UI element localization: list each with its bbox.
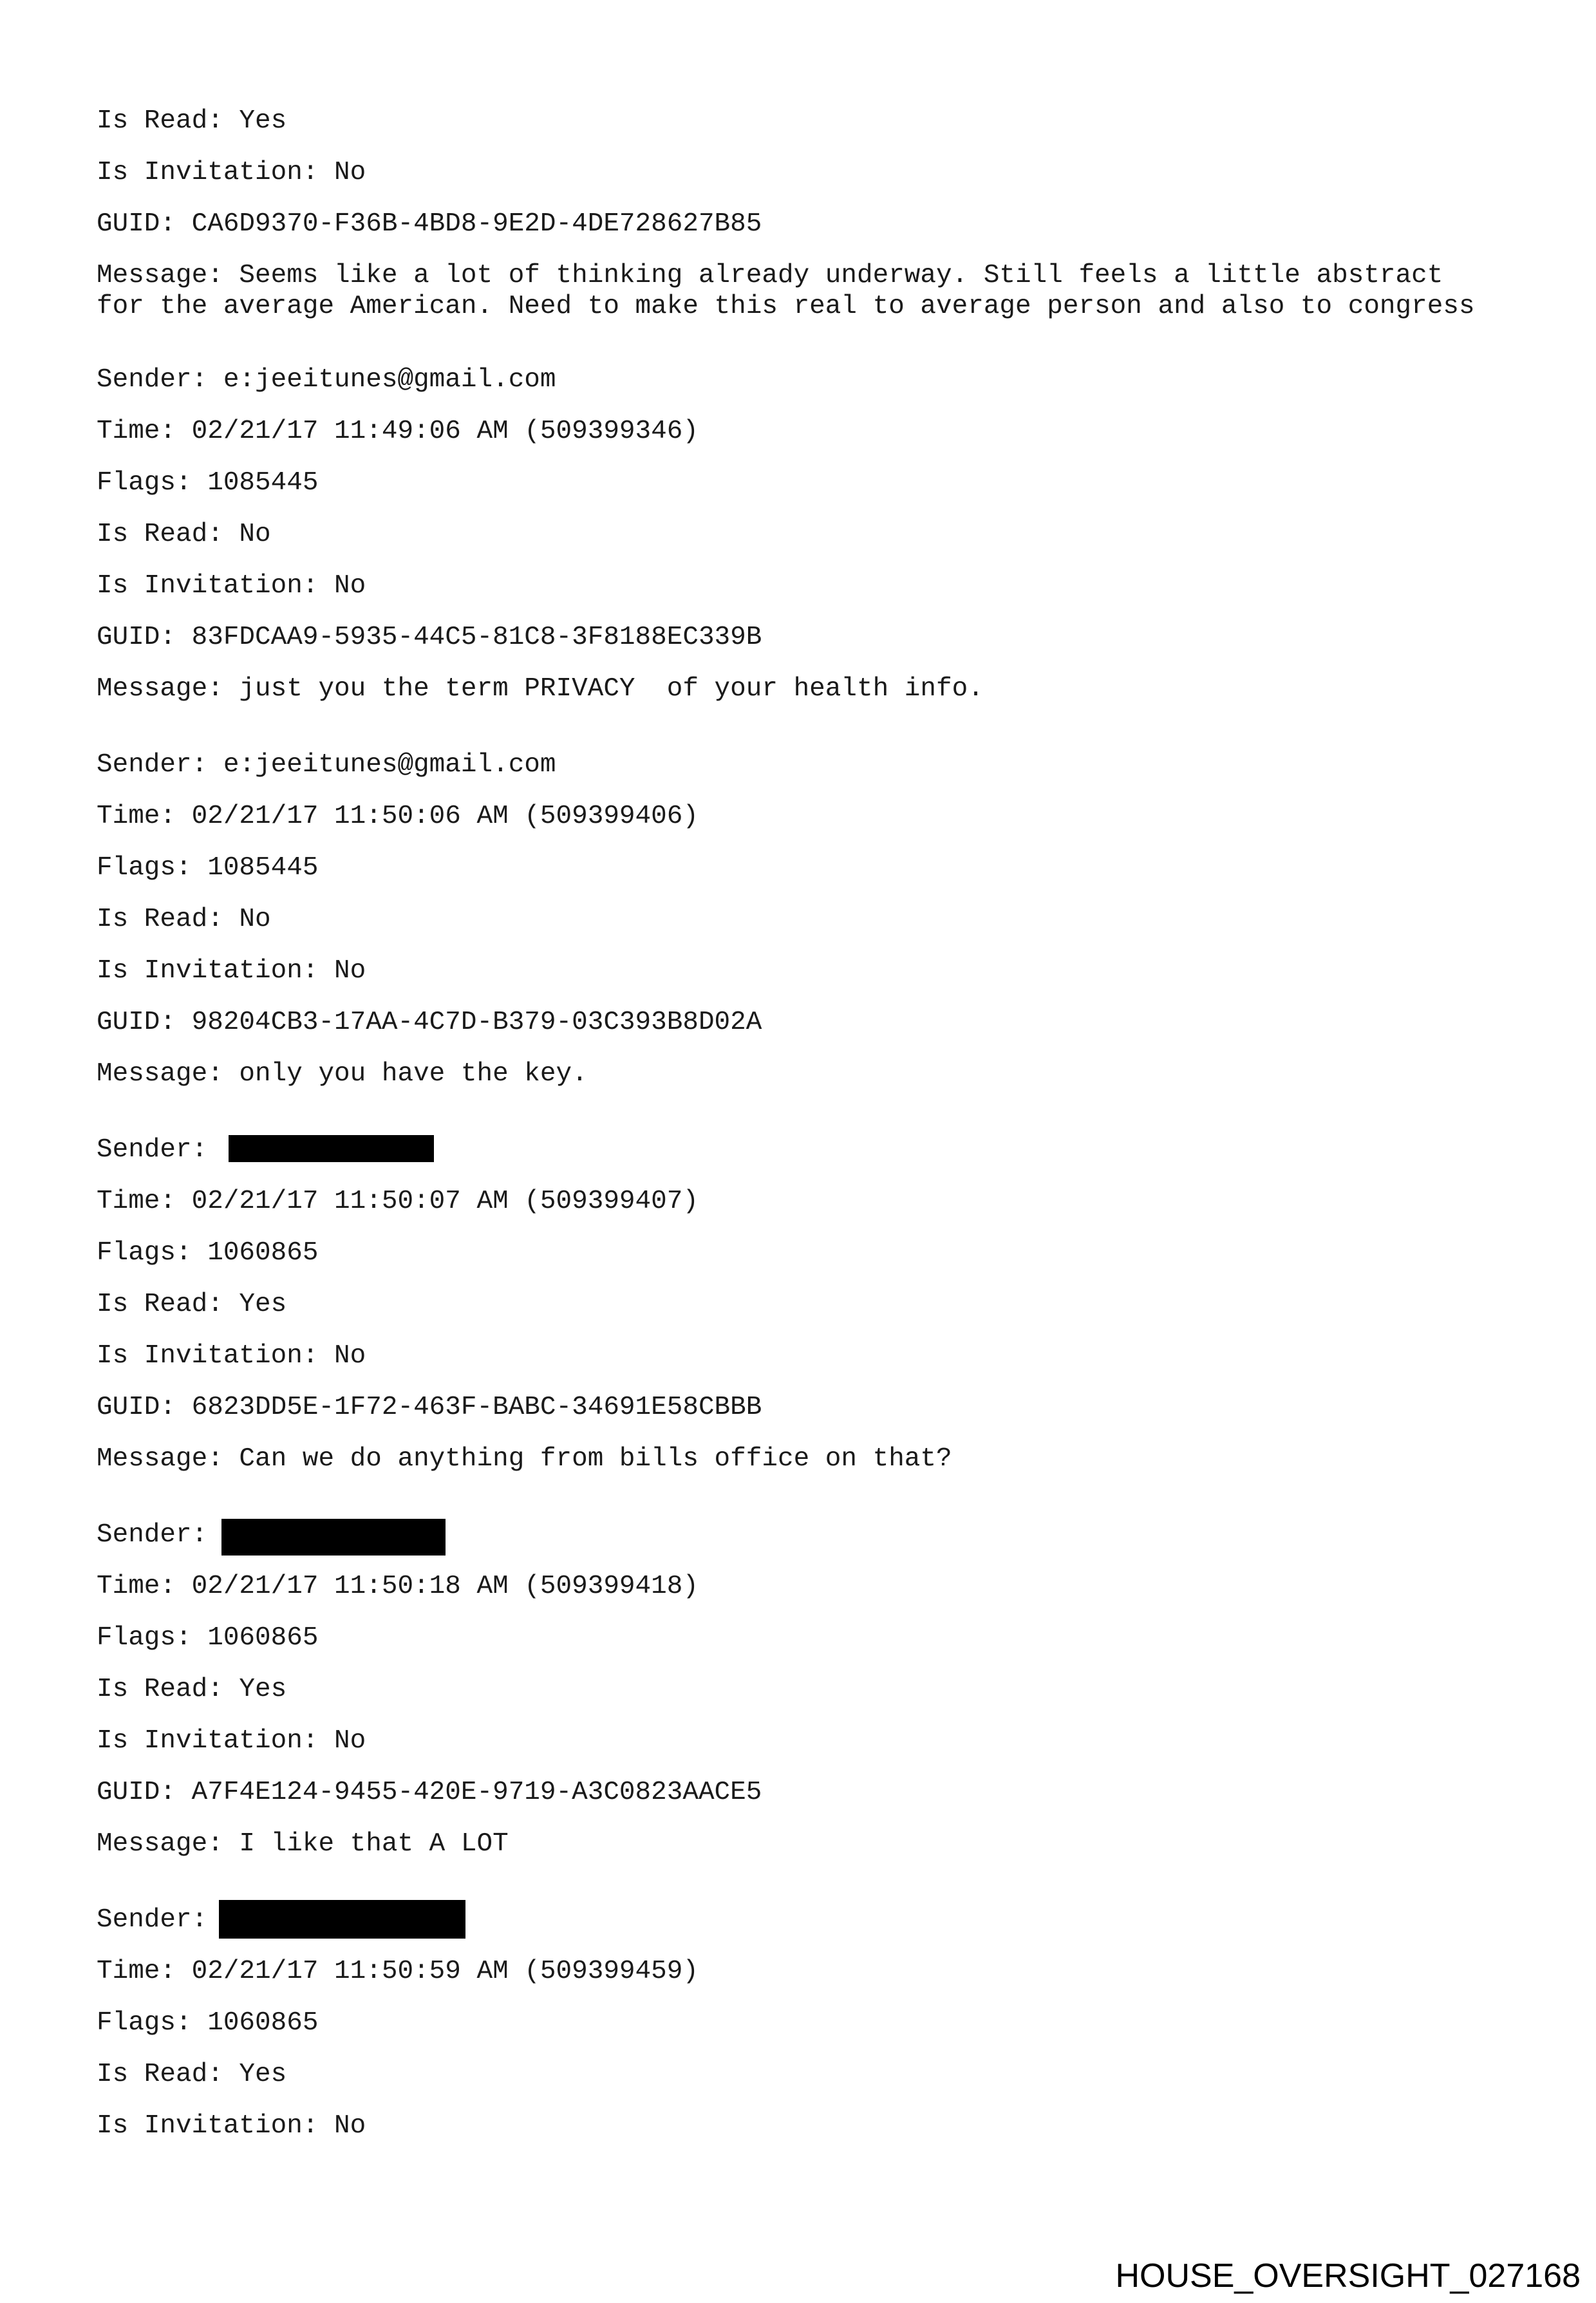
message-line: Message: I like that A LOT (97, 1829, 509, 1859)
message-continuation-line: for the average American. Need to make this real to average person and also to congress (97, 292, 1475, 321)
flags-line: Flags: 1060865 (97, 2008, 319, 2038)
redaction-block (219, 1900, 465, 1939)
message-line: Message: only you have the key. (97, 1059, 588, 1089)
is-read-line: Is Read: Yes (97, 106, 287, 136)
message-line: Message: Can we do anything from bills office on that? (97, 1444, 952, 1474)
time-line: Time: 02/21/17 11:49:06 AM (509399346) (97, 417, 699, 446)
is-read-line: Is Read: No (97, 905, 271, 934)
time-line: Time: 02/21/17 11:50:06 AM (509399406) (97, 802, 699, 831)
message-line: Message: just you the term PRIVACY of your health info. (97, 674, 984, 704)
is-read-line: Is Read: No (97, 520, 271, 549)
is-invitation-line: Is Invitation: No (97, 1341, 366, 1371)
is-read-line: Is Read: Yes (97, 1675, 287, 1704)
is-invitation-line: Is Invitation: No (97, 1726, 366, 1756)
time-line: Time: 02/21/17 11:50:18 AM (509399418) (97, 1572, 699, 1601)
sender-line: Sender: e:jeeitunes@gmail.com (97, 365, 556, 395)
guid-line: GUID: 6823DD5E-1F72-463F-BABC-34691E58CBBB (97, 1393, 762, 1422)
is-invitation-line: Is Invitation: No (97, 2111, 366, 2141)
flags-line: Flags: 1085445 (97, 468, 319, 498)
guid-line: GUID: 83FDCAA9-5935-44C5-81C8-3F8188EC339B (97, 623, 762, 652)
guid-line: GUID: CA6D9370-F36B-4BD8-9E2D-4DE728627B85 (97, 209, 762, 239)
redaction-block (229, 1135, 434, 1162)
message-line: Message: Seems like a lot of thinking already underway. Still feels a little abstract (97, 261, 1443, 290)
time-line: Time: 02/21/17 11:50:59 AM (509399459) (97, 1957, 699, 1986)
time-line: Time: 02/21/17 11:50:07 AM (509399407) (97, 1187, 699, 1216)
sender-line: Sender: (97, 1520, 208, 1550)
sender-line: Sender: (97, 1135, 208, 1165)
guid-line: GUID: A7F4E124-9455-420E-9719-A3C0823AACE5 (97, 1778, 762, 1807)
flags-line: Flags: 1060865 (97, 1623, 319, 1653)
is-read-line: Is Read: Yes (97, 1290, 287, 1319)
is-invitation-line: Is Invitation: No (97, 571, 366, 601)
is-invitation-line: Is Invitation: No (97, 158, 366, 187)
redaction-block (221, 1519, 446, 1556)
flags-line: Flags: 1085445 (97, 853, 319, 883)
is-read-line: Is Read: Yes (97, 2060, 287, 2089)
bates-number: HOUSE_OVERSIGHT_027168 (1115, 2257, 1581, 2295)
guid-line: GUID: 98204CB3-17AA-4C7D-B379-03C393B8D02A (97, 1008, 762, 1037)
flags-line: Flags: 1060865 (97, 1238, 319, 1268)
sender-line: Sender: (97, 1905, 208, 1935)
sender-line: Sender: e:jeeitunes@gmail.com (97, 750, 556, 780)
is-invitation-line: Is Invitation: No (97, 956, 366, 986)
